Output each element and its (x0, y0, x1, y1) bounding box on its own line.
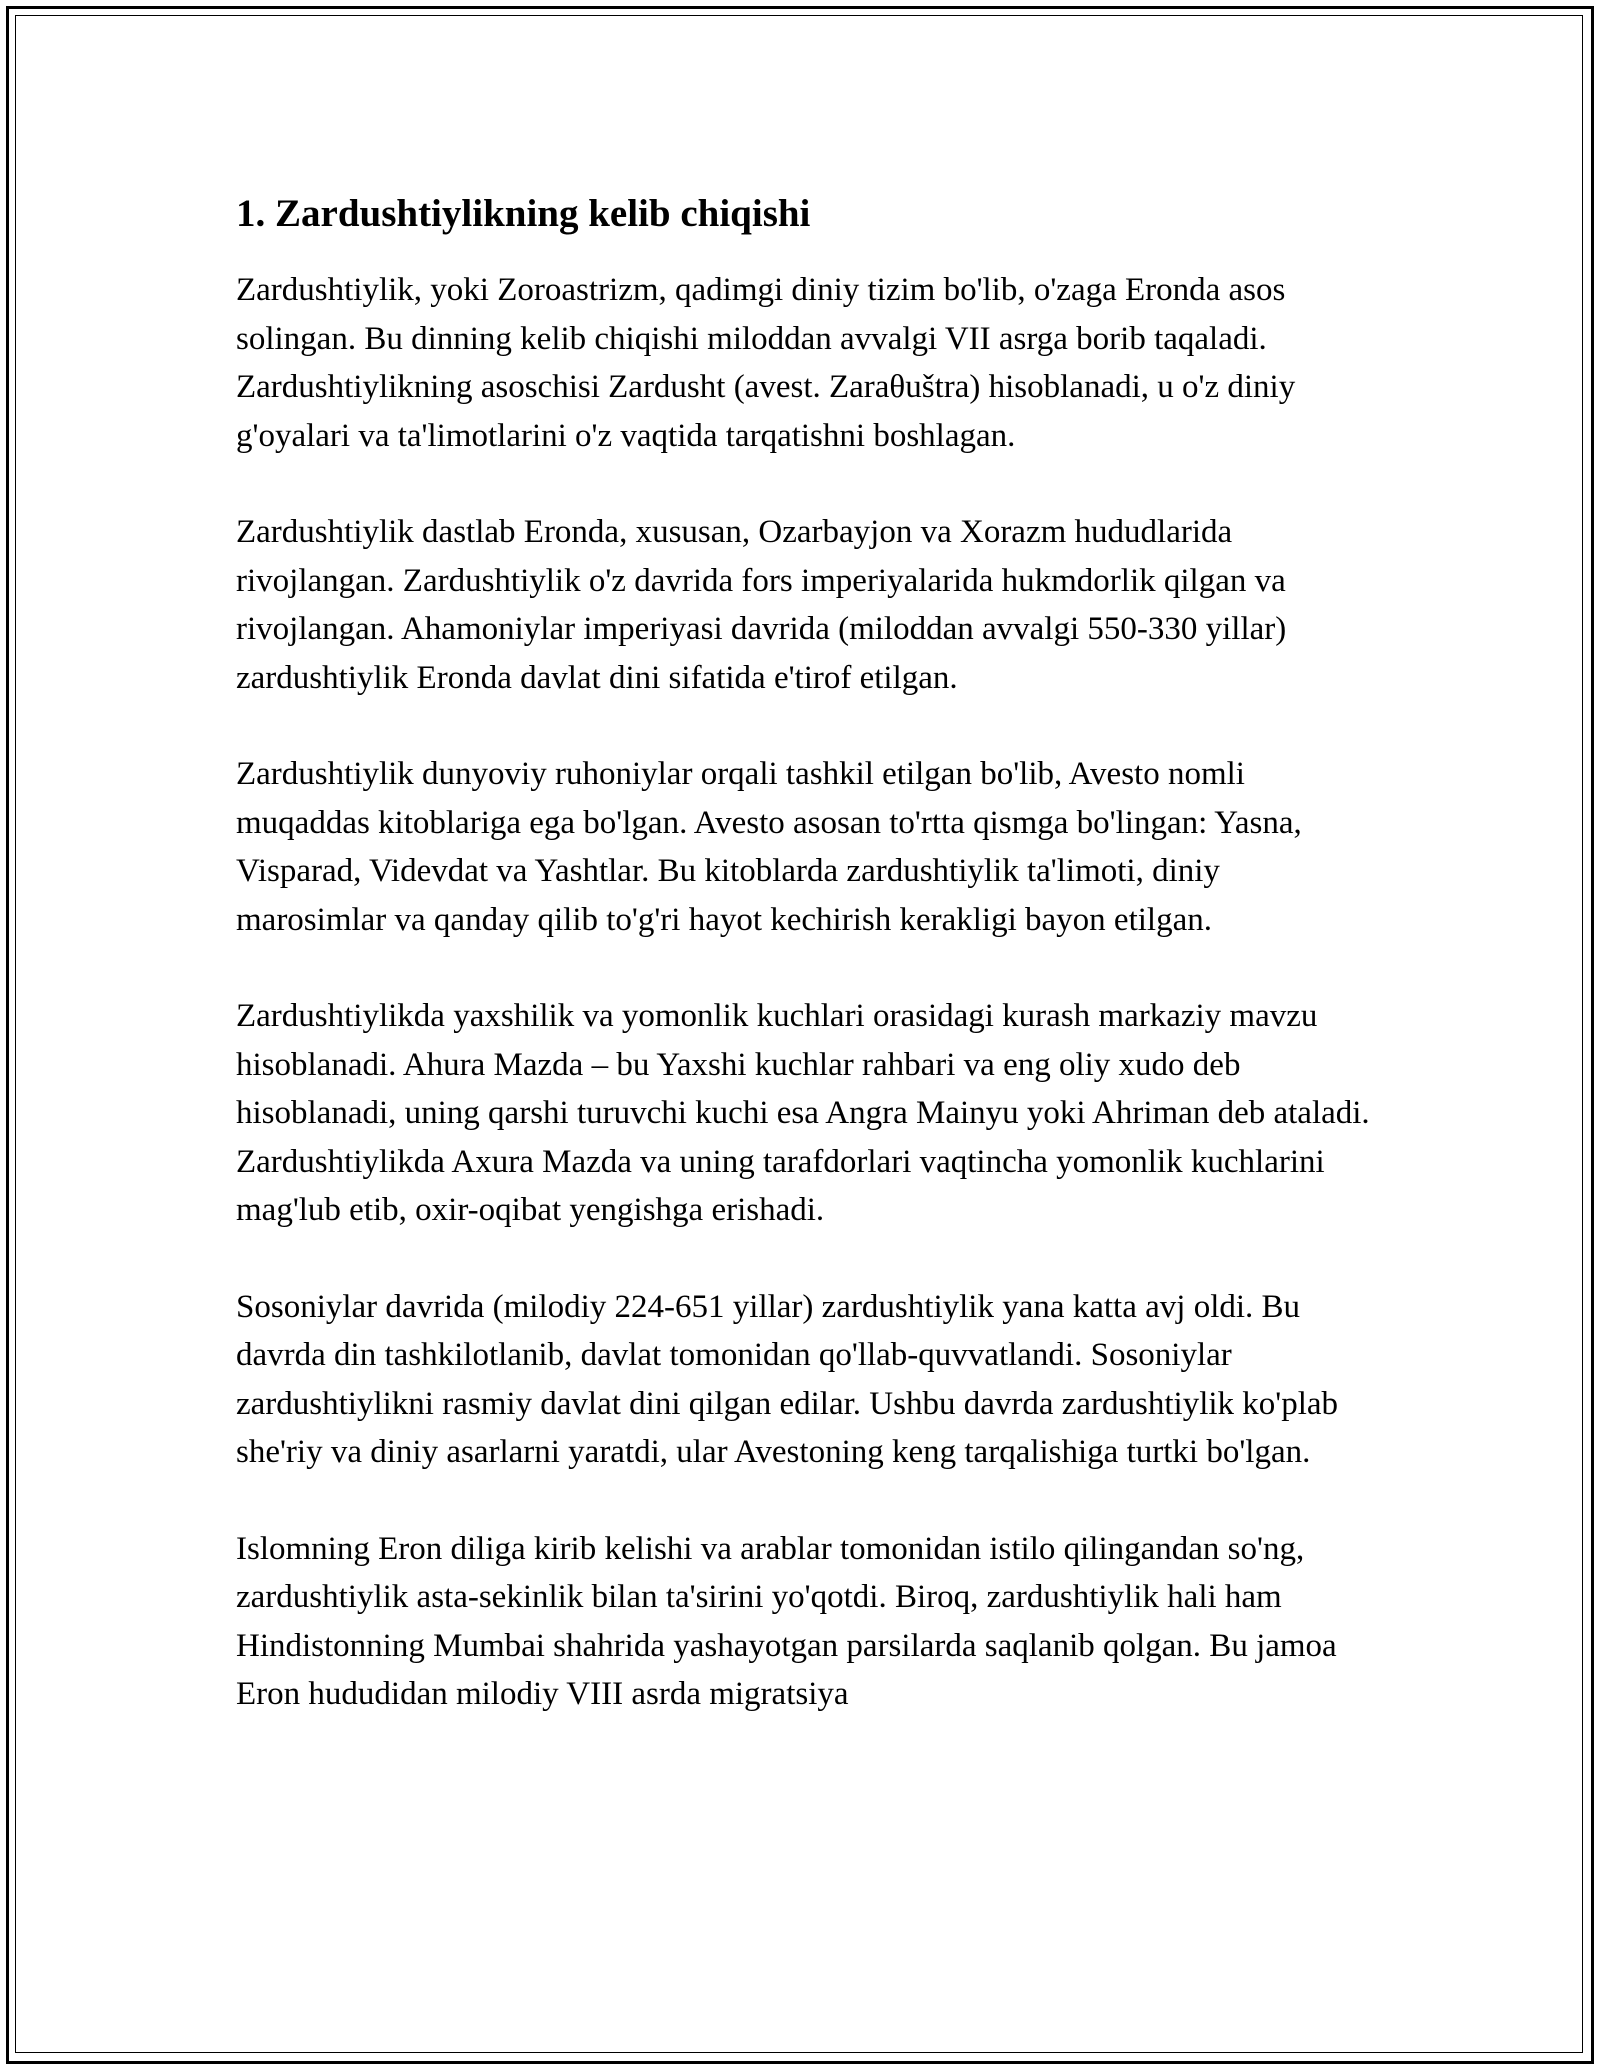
paragraph-4: Zardushtiylikda yaxshilik va yomonlik kuchlari orasidagi kurash markaziy mavzu hisoblanadi. Ahura Mazda – bu Yaxshi kuchlar rahbari va eng oliy xudo deb hisoblanadi, uning qarshi turuvchi kuchi esa Angra Mainyu yoki Ahriman deb ataladi. Zardushtiylikda Axura Mazda va uning tarafdorlari vaqtincha yomonlik kuchlarini mag'lub etib, oxir-oqibat yengishga erishadi. (236, 998, 1370, 1228)
paragraph-1: Zardushtiylik, yoki Zoroastrizm, qadimgi diniy tizim bo'lib, o'zaga Eronda asos solingan. Bu dinning kelib chiqishi miloddan avvalgi VII asrga borib taqaladi. Zardushtiylikning asoschisi Zardusht (avest. Zaraθuštra) hisoblanadi, u o'z diniy g'oyalari va ta'limotlarini o'z vaqtida tarqatishni boshlagan. (236, 272, 1296, 454)
document-body (236, 184, 1376, 1767)
paragraph-5: Sosoniylar davrida (milodiy 224-651 yillar) zardushtiylik yana katta avj oldi. Bu davrda din tashkilotlanib, davlat tomonidan qo'llab-quvvatlandi. Sosoniylar zardushtiylikni rasmiy davlat dini qilgan edilar. Ushbu davrda zardushtiylik ko'plab she'riy va diniy asarlarni yaratdi, ular Avestoning keng tarqalishiga turtki bo'lgan. (236, 1288, 1339, 1470)
paragraph-2: Zardushtiylik dastlab Eronda, xususan, Ozarbayjon va Xorazm hududlarida rivojlangan. Zardushtiylik o'z davrida fors imperiyalarida hukmdorlik qilgan va rivojlangan. Ahamoniylar imperiyasi davrida (miloddan avvalgi 550-330 yillar) zardushtiylik Eronda davlat dini sifatida e'tirof etilgan. (236, 514, 1287, 696)
paragraph-3: Zardushtiylik dunyoviy ruhoniylar orqali tashkil etilgan bo'lib, Avesto nomli muqaddas kitoblariga ega bo'lgan. Avesto asosan to'rtta qismga bo'lingan: Yasna, Visparad, Videvdat va Yashtlar. Bu kitoblarda zardushtiylik ta'limoti, diniy marosimlar va qanday qilib to'g'ri hayot kechirish kerakligi bayon etilgan. (236, 756, 1302, 938)
section-heading: 1. Zardushtiylikning kelib chiqishi (236, 192, 811, 235)
paragraph-6: Islomning Eron diliga kirib kelishi va arablar tomonidan istilo qilingandan so'ng, zardushtiylik asta-sekinlik bilan ta'sirini yo'qotdi. Biroq, zardushtiylik hali ham Hindistonning Mumbai shahrida yashayotgan parsilarda saqlanib qolgan. Bu jamoa Eron hududidan milodiy VIII asrda migratsiya (236, 1530, 1337, 1712)
